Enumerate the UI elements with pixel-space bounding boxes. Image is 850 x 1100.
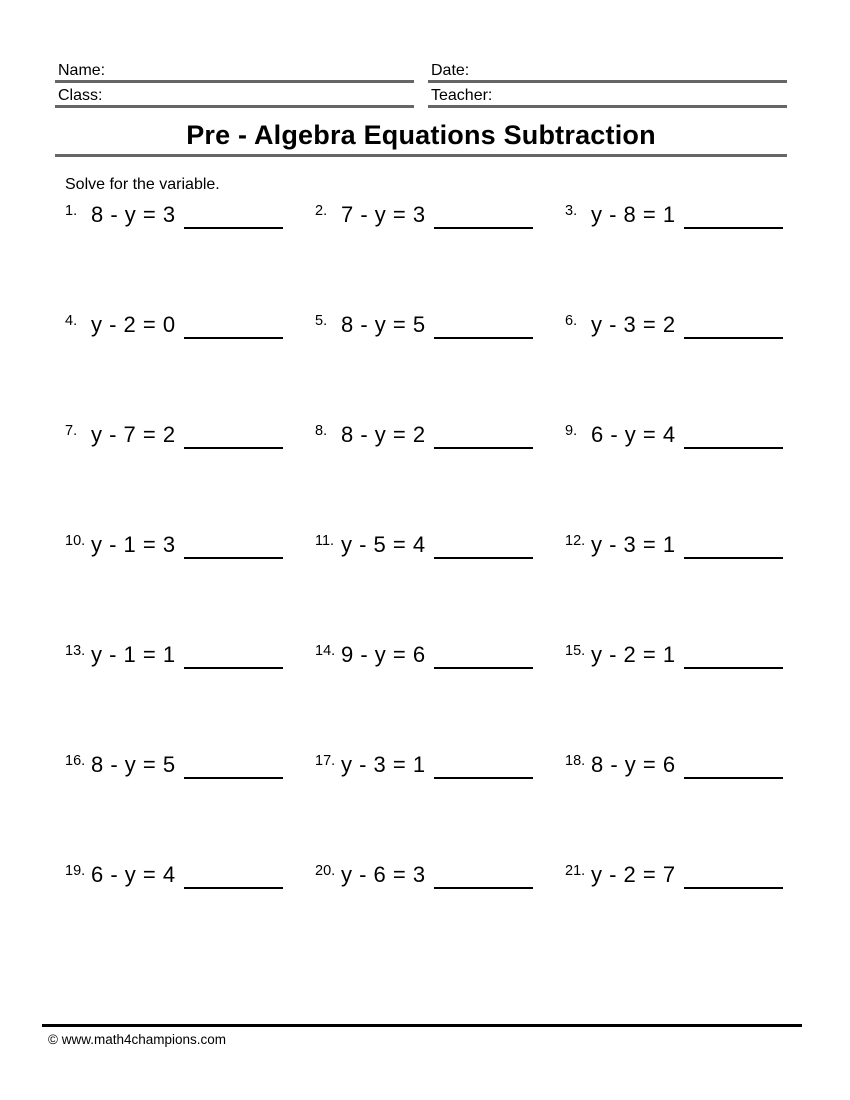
problem-number: 20.	[315, 863, 336, 879]
answer-blank	[434, 311, 533, 339]
problem-number: 18.	[565, 753, 586, 769]
page-title: Pre - Algebra Equations Subtraction	[186, 120, 656, 150]
date-label: Date:	[431, 62, 470, 79]
problem-number: 15.	[565, 643, 586, 659]
answer-blank	[684, 861, 783, 889]
problem-item	[55, 641, 287, 751]
problem-item	[55, 201, 287, 311]
teacher-label: Teacher:	[431, 87, 493, 104]
problem-equation: y - 1 = 1	[91, 642, 176, 667]
answer-blank	[434, 861, 533, 889]
problem-equation: y - 6 = 3	[341, 862, 426, 887]
footer	[42, 1024, 802, 1047]
problem-equation: y - 3 = 1	[341, 752, 426, 777]
problem-number: 16.	[65, 753, 86, 769]
problem-number: 17.	[315, 753, 336, 769]
problem-item	[55, 751, 287, 861]
problem-item	[555, 861, 787, 971]
problem-number: 21.	[565, 863, 586, 879]
problem-number: 14.	[315, 643, 336, 659]
problem-item	[555, 531, 787, 641]
answer-blank	[434, 751, 533, 779]
problem-item	[555, 751, 787, 861]
problem-item	[55, 311, 287, 421]
problem-equation: y - 8 = 1	[591, 202, 676, 227]
problem-equation: 9 - y = 6	[341, 642, 426, 667]
answer-blank	[184, 311, 283, 339]
problem-number: 19.	[65, 863, 86, 879]
answer-blank	[684, 751, 783, 779]
problem-item	[555, 641, 787, 751]
header-row-1	[55, 60, 787, 83]
problem-item	[55, 861, 287, 971]
answer-blank	[684, 531, 783, 559]
problem-item	[555, 201, 787, 311]
answer-blank	[434, 201, 533, 229]
problem-number: 7.	[65, 423, 78, 439]
problem-number: 13.	[65, 643, 86, 659]
problem-number: 1.	[65, 203, 78, 219]
problem-item	[305, 421, 537, 531]
header-row-2	[55, 85, 787, 108]
problem-item	[305, 311, 537, 421]
answer-blank	[184, 531, 283, 559]
answer-blank	[184, 751, 283, 779]
problem-equation: y - 7 = 2	[91, 422, 176, 447]
problem-equation: y - 3 = 1	[591, 532, 676, 557]
problem-number: 4.	[65, 313, 78, 329]
problem-equation: 8 - y = 3	[91, 202, 176, 227]
problem-item	[305, 641, 537, 751]
problem-equation: 8 - y = 2	[341, 422, 426, 447]
answer-blank	[184, 421, 283, 449]
answer-blank	[434, 641, 533, 669]
problem-equation: y - 2 = 0	[91, 312, 176, 337]
problem-item	[305, 531, 537, 641]
answer-blank	[434, 531, 533, 559]
copyright-text: © www.math4champions.com	[48, 1032, 227, 1047]
answer-blank	[184, 201, 283, 229]
date-field	[428, 60, 787, 83]
problem-item	[555, 311, 787, 421]
problem-number: 6.	[565, 313, 578, 329]
answer-blank	[434, 421, 533, 449]
title-divider	[55, 154, 787, 157]
problem-item	[55, 421, 287, 531]
problem-equation: 8 - y = 5	[341, 312, 426, 337]
class-label: Class:	[58, 87, 103, 104]
problem-equation: 6 - y = 4	[591, 422, 676, 447]
answer-blank	[684, 641, 783, 669]
problem-item	[555, 421, 787, 531]
problem-equation: 7 - y = 3	[341, 202, 426, 227]
name-label: Name:	[58, 62, 106, 79]
problem-equation: 8 - y = 6	[591, 752, 676, 777]
problem-number: 11.	[315, 533, 335, 549]
answer-blank	[684, 421, 783, 449]
problem-number: 5.	[315, 313, 328, 329]
instruction-text: Solve for the variable.	[65, 176, 220, 193]
problem-item	[305, 861, 537, 971]
class-field	[55, 85, 414, 108]
teacher-field	[428, 85, 787, 108]
answer-blank	[184, 641, 283, 669]
problem-number: 3.	[565, 203, 578, 219]
problem-equation: y - 2 = 1	[591, 642, 676, 667]
problem-number: 9.	[565, 423, 578, 439]
answer-blank	[684, 201, 783, 229]
problem-equation: y - 5 = 4	[341, 532, 426, 557]
problem-number: 10.	[65, 533, 86, 549]
problem-number: 12.	[565, 533, 586, 549]
answer-blank	[684, 311, 783, 339]
problem-item	[305, 201, 537, 311]
problem-item	[305, 751, 537, 861]
name-field	[55, 60, 414, 83]
problem-equation: y - 1 = 3	[91, 532, 176, 557]
problem-number: 8.	[315, 423, 328, 439]
problem-equation: y - 2 = 7	[591, 862, 676, 887]
answer-blank	[184, 861, 283, 889]
problem-equation: 8 - y = 5	[91, 752, 176, 777]
problem-item	[55, 531, 287, 641]
problem-equation: y - 3 = 2	[591, 312, 676, 337]
problems-grid	[55, 201, 787, 971]
problem-number: 2.	[315, 203, 328, 219]
problem-equation: 6 - y = 4	[91, 862, 176, 887]
